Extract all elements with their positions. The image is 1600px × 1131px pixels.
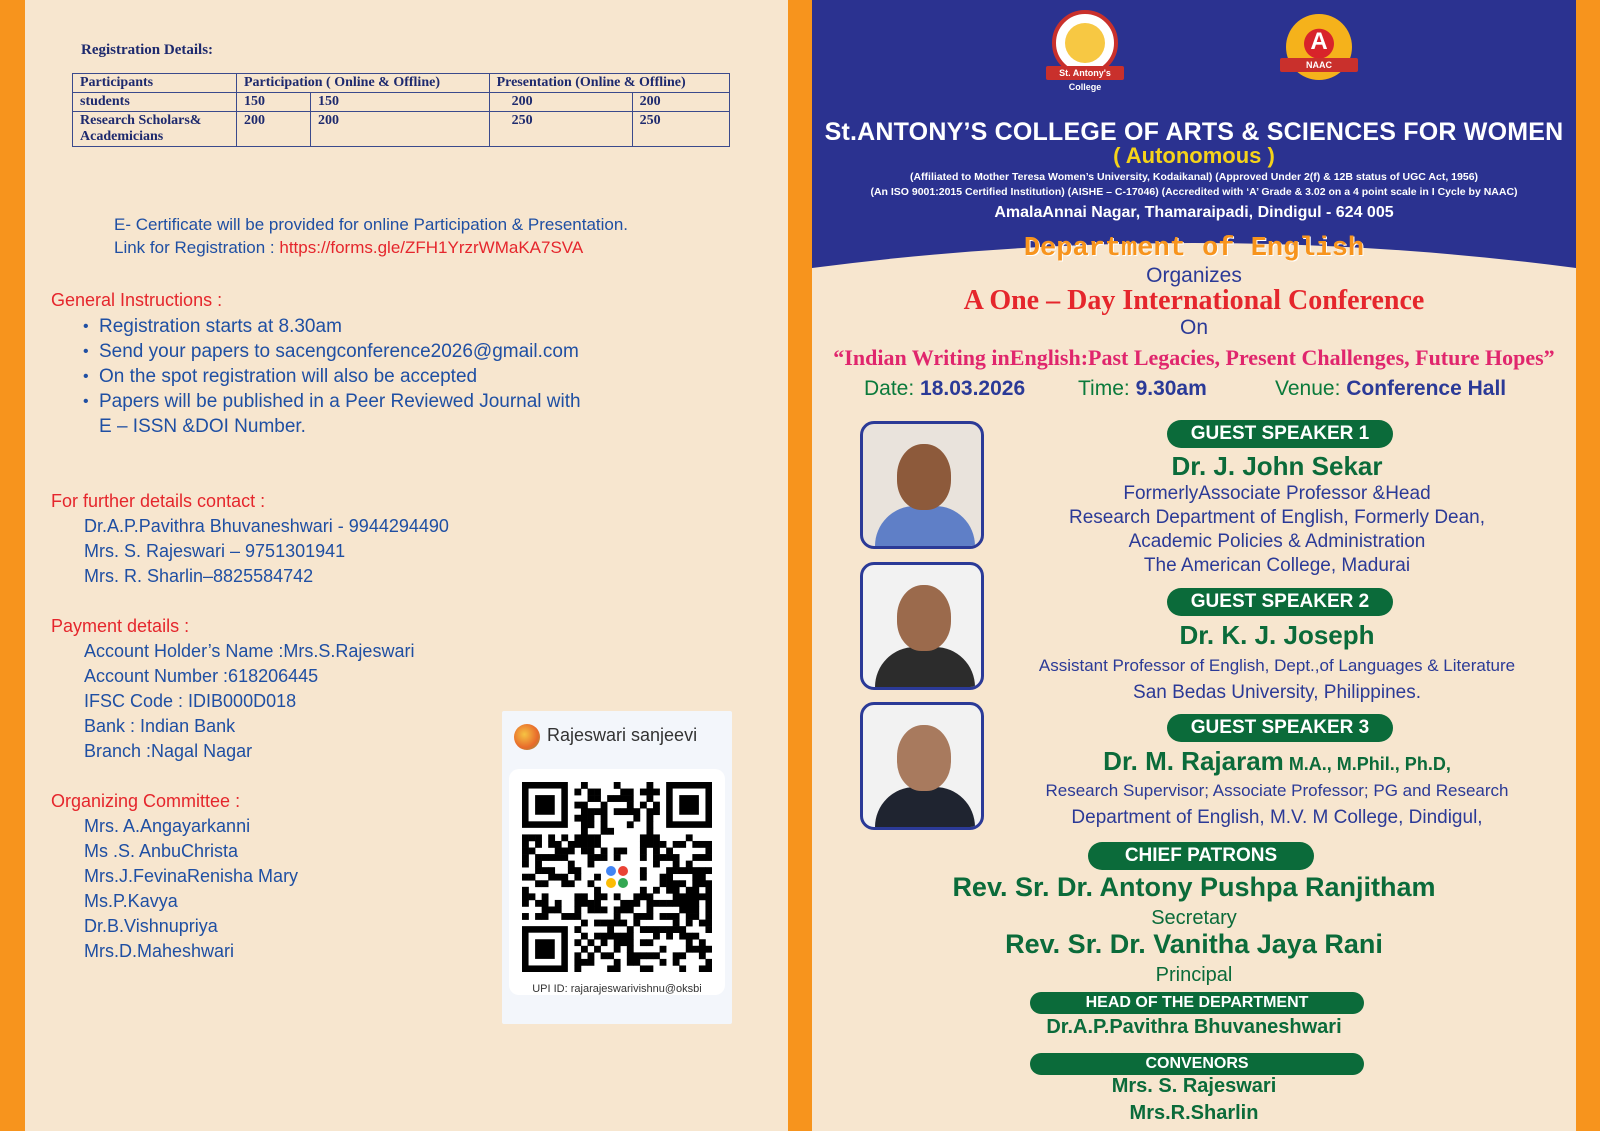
payment-item: Account Holder’s Name :Mrs.S.Rajeswari (84, 641, 415, 661)
committee-member: Dr.B.Vishnupriya (84, 916, 218, 936)
committee-heading: Organizing Committee : (51, 791, 241, 811)
committee-member: Mrs.J.FevinaRenisha Mary (84, 866, 299, 886)
list-item: • Papers will be published in a Peer Reviewed Journal with (83, 389, 581, 414)
header-participants: Participants (73, 74, 237, 93)
naac-logo: A (1286, 14, 1352, 80)
table-row (73, 93, 730, 112)
speaker-3-name-line (992, 746, 1562, 777)
committee-member: Mrs.D.Maheshwari (84, 941, 235, 961)
conference-title: A One – Day International Conference (963, 285, 1425, 316)
qr-payee-name: Rajeswari sanjeevi (547, 725, 698, 745)
event-date: Date: 18.03.2026 (864, 377, 1026, 400)
guest-speaker-1-badge: GUEST SPEAKER 1 (1167, 420, 1393, 448)
table-cell: 250 (489, 112, 632, 147)
autonomous-label: ( Autonomous ) (1113, 143, 1275, 168)
table-cell: 200 (311, 112, 490, 147)
guest-speaker-3-badge: GUEST SPEAKER 3 (1167, 714, 1393, 742)
table-cell: 200 (237, 112, 311, 147)
header-presentation: Presentation (Online & Offline) (489, 74, 729, 93)
list-item: • Send your papers to sacengconference2026@gmail.com (83, 339, 581, 364)
head-of-department-badge: HEAD OF THE DEPARTMENT (1030, 992, 1364, 1014)
qr-code-box (509, 769, 725, 995)
speaker-3-degrees: M.A., M.Phil., Ph.D, (1283, 754, 1451, 774)
table-cell: students (73, 93, 237, 112)
patron-1-role: Secretary (1151, 907, 1237, 929)
payment-heading: Payment details : (51, 616, 190, 636)
organizes-label: Organizes (1146, 264, 1242, 287)
payment-item: Bank : Indian Bank (84, 716, 236, 736)
speaker-3-detail: Department of English, M.V. M College, Dindigul, (1071, 807, 1483, 828)
speaker-2-detail: San Bedas University, Philippines. (1133, 682, 1421, 703)
committee-member: Ms .S. AnbuChrista (84, 841, 239, 861)
speaker-3-detail: Research Supervisor; Associate Professor; PG and Research (1045, 781, 1509, 800)
chief-patron-1: Rev. Sr. Dr. Antony Pushpa Ranjitham (952, 872, 1436, 902)
left-panel (25, 0, 788, 1131)
table-cell: 200 (632, 93, 729, 112)
contact-item: Dr.A.P.Pavithra Bhuvaneshwari - 9944294490 (84, 516, 449, 536)
list-item: • Registration starts at 8.30am (83, 314, 581, 339)
guest-speaker-2-badge: GUEST SPEAKER 2 (1167, 588, 1393, 616)
convenors-badge: CONVENORS (1030, 1053, 1364, 1075)
list-item: • On the spot registration will also be accepted (83, 364, 581, 389)
avatar (514, 724, 540, 750)
upi-id: UPI ID: rajarajeswarivishnu@oksbi (532, 983, 702, 995)
speaker-1-detail: The American College, Madurai (1143, 555, 1411, 576)
table-cell: 250 (632, 112, 729, 147)
patron-2-role: Principal (1155, 964, 1233, 986)
convenor-name: Mrs.R.Sharlin (1129, 1102, 1259, 1124)
qr-code-icon (522, 782, 712, 972)
table-cell: 200 (489, 93, 632, 112)
event-time: Time: 9.30am (1078, 377, 1207, 400)
college-name: St.ANTONY’S COLLEGE OF ARTS & SCIENCES FOR WOMEN (824, 118, 1564, 146)
registration-table (72, 73, 730, 147)
conference-theme: “Indian Writing inEnglish:Past Legacies, Present Challenges, Future Hopes” (833, 345, 1555, 370)
contact-item: Mrs. S. Rajeswari – 9751301941 (84, 541, 346, 561)
right-panel (812, 0, 1576, 1131)
speaker-1-detail: Research Department of English, Formerly Dean, (1068, 507, 1486, 528)
affiliation-line: (An ISO 9001:2015 Certified Institution) (AISHE – C-17046) (Accredited with ‘A’ Grade & 3.02 on a 4 point scale in I Cycle by NAAC) (870, 186, 1518, 198)
table-cell: Research Scholars& Academicians (73, 112, 237, 147)
chief-patron-2: Rev. Sr. Dr. Vanitha Jaya Rani (1005, 929, 1383, 959)
contact-heading: For further details contact : (51, 491, 266, 511)
committee-member: Ms.P.Kavya (84, 891, 178, 911)
speaker-2-photo (860, 562, 984, 690)
table-cell: 150 (311, 93, 490, 112)
table-row (73, 112, 730, 147)
speaker-3-name: Dr. M. Rajaram (1103, 746, 1284, 776)
table-cell: 150 (237, 93, 311, 112)
registration-link-label: Link for Registration : (114, 238, 280, 257)
on-label: On (1179, 316, 1208, 339)
speaker-1-photo (860, 421, 984, 549)
general-instructions-heading: General Instructions : (51, 290, 223, 310)
registration-link-line (114, 238, 583, 258)
affiliation-line: (Affiliated to Mother Teresa Women’s University, Kodaikanal) (Approved Under 2(f) & 12B status of UGC Act, 1956) (909, 171, 1479, 183)
header-participation: Participation ( Online & Offline) (237, 74, 490, 93)
college-logo-ribbon: St. Antony's College (1046, 66, 1124, 80)
general-instructions-list (83, 314, 581, 439)
event-venue: Venue: Conference Hall (1275, 377, 1507, 400)
college-address: AmalaAnnai Nagar, Thamaraipadi, Dindigul - 624 005 (994, 204, 1394, 221)
chief-patrons-badge: CHIEF PATRONS (1088, 842, 1314, 870)
speaker-3-photo (860, 702, 984, 830)
payment-item: Branch :Nagal Nagar (84, 741, 253, 761)
committee-member: Mrs. A.Angayarkanni (84, 816, 251, 836)
registration-title: Registration Details: (81, 42, 214, 58)
speaker-1-name: Dr. J. John Sekar (1171, 451, 1383, 481)
payment-item: IFSC Code : IDIB000D018 (84, 691, 297, 711)
payment-item: Account Number :618206445 (84, 666, 319, 686)
convenor-name: Mrs. S. Rajeswari (1111, 1075, 1277, 1097)
speaker-1-detail: FormerlyAssociate Professor &Head (1123, 483, 1431, 504)
contact-item: Mrs. R. Sharlin–8825584742 (84, 566, 314, 586)
list-item: E – ISSN &DOI Number. (99, 416, 306, 437)
speaker-2-name: Dr. K. J. Joseph (1179, 620, 1375, 650)
certificate-note: E- Certificate will be provided for online Participation & Presentation. (114, 215, 629, 234)
payment-qr-card (502, 711, 732, 1024)
speaker-1-detail: Academic Policies & Administration (1128, 531, 1426, 552)
head-of-department-name: Dr.A.P.Pavithra Bhuvaneshwari (1046, 1016, 1342, 1038)
registration-link[interactable]: https://forms.gle/ZFH1YrzrWMaKA7SVA (279, 238, 584, 257)
speaker-2-detail: Assistant Professor of English, Dept.,of Languages & Literature (1038, 656, 1516, 675)
table-header-row (73, 74, 730, 93)
department-title: Department of English (1023, 234, 1365, 264)
naac-ribbon: NAAC (1280, 58, 1358, 72)
